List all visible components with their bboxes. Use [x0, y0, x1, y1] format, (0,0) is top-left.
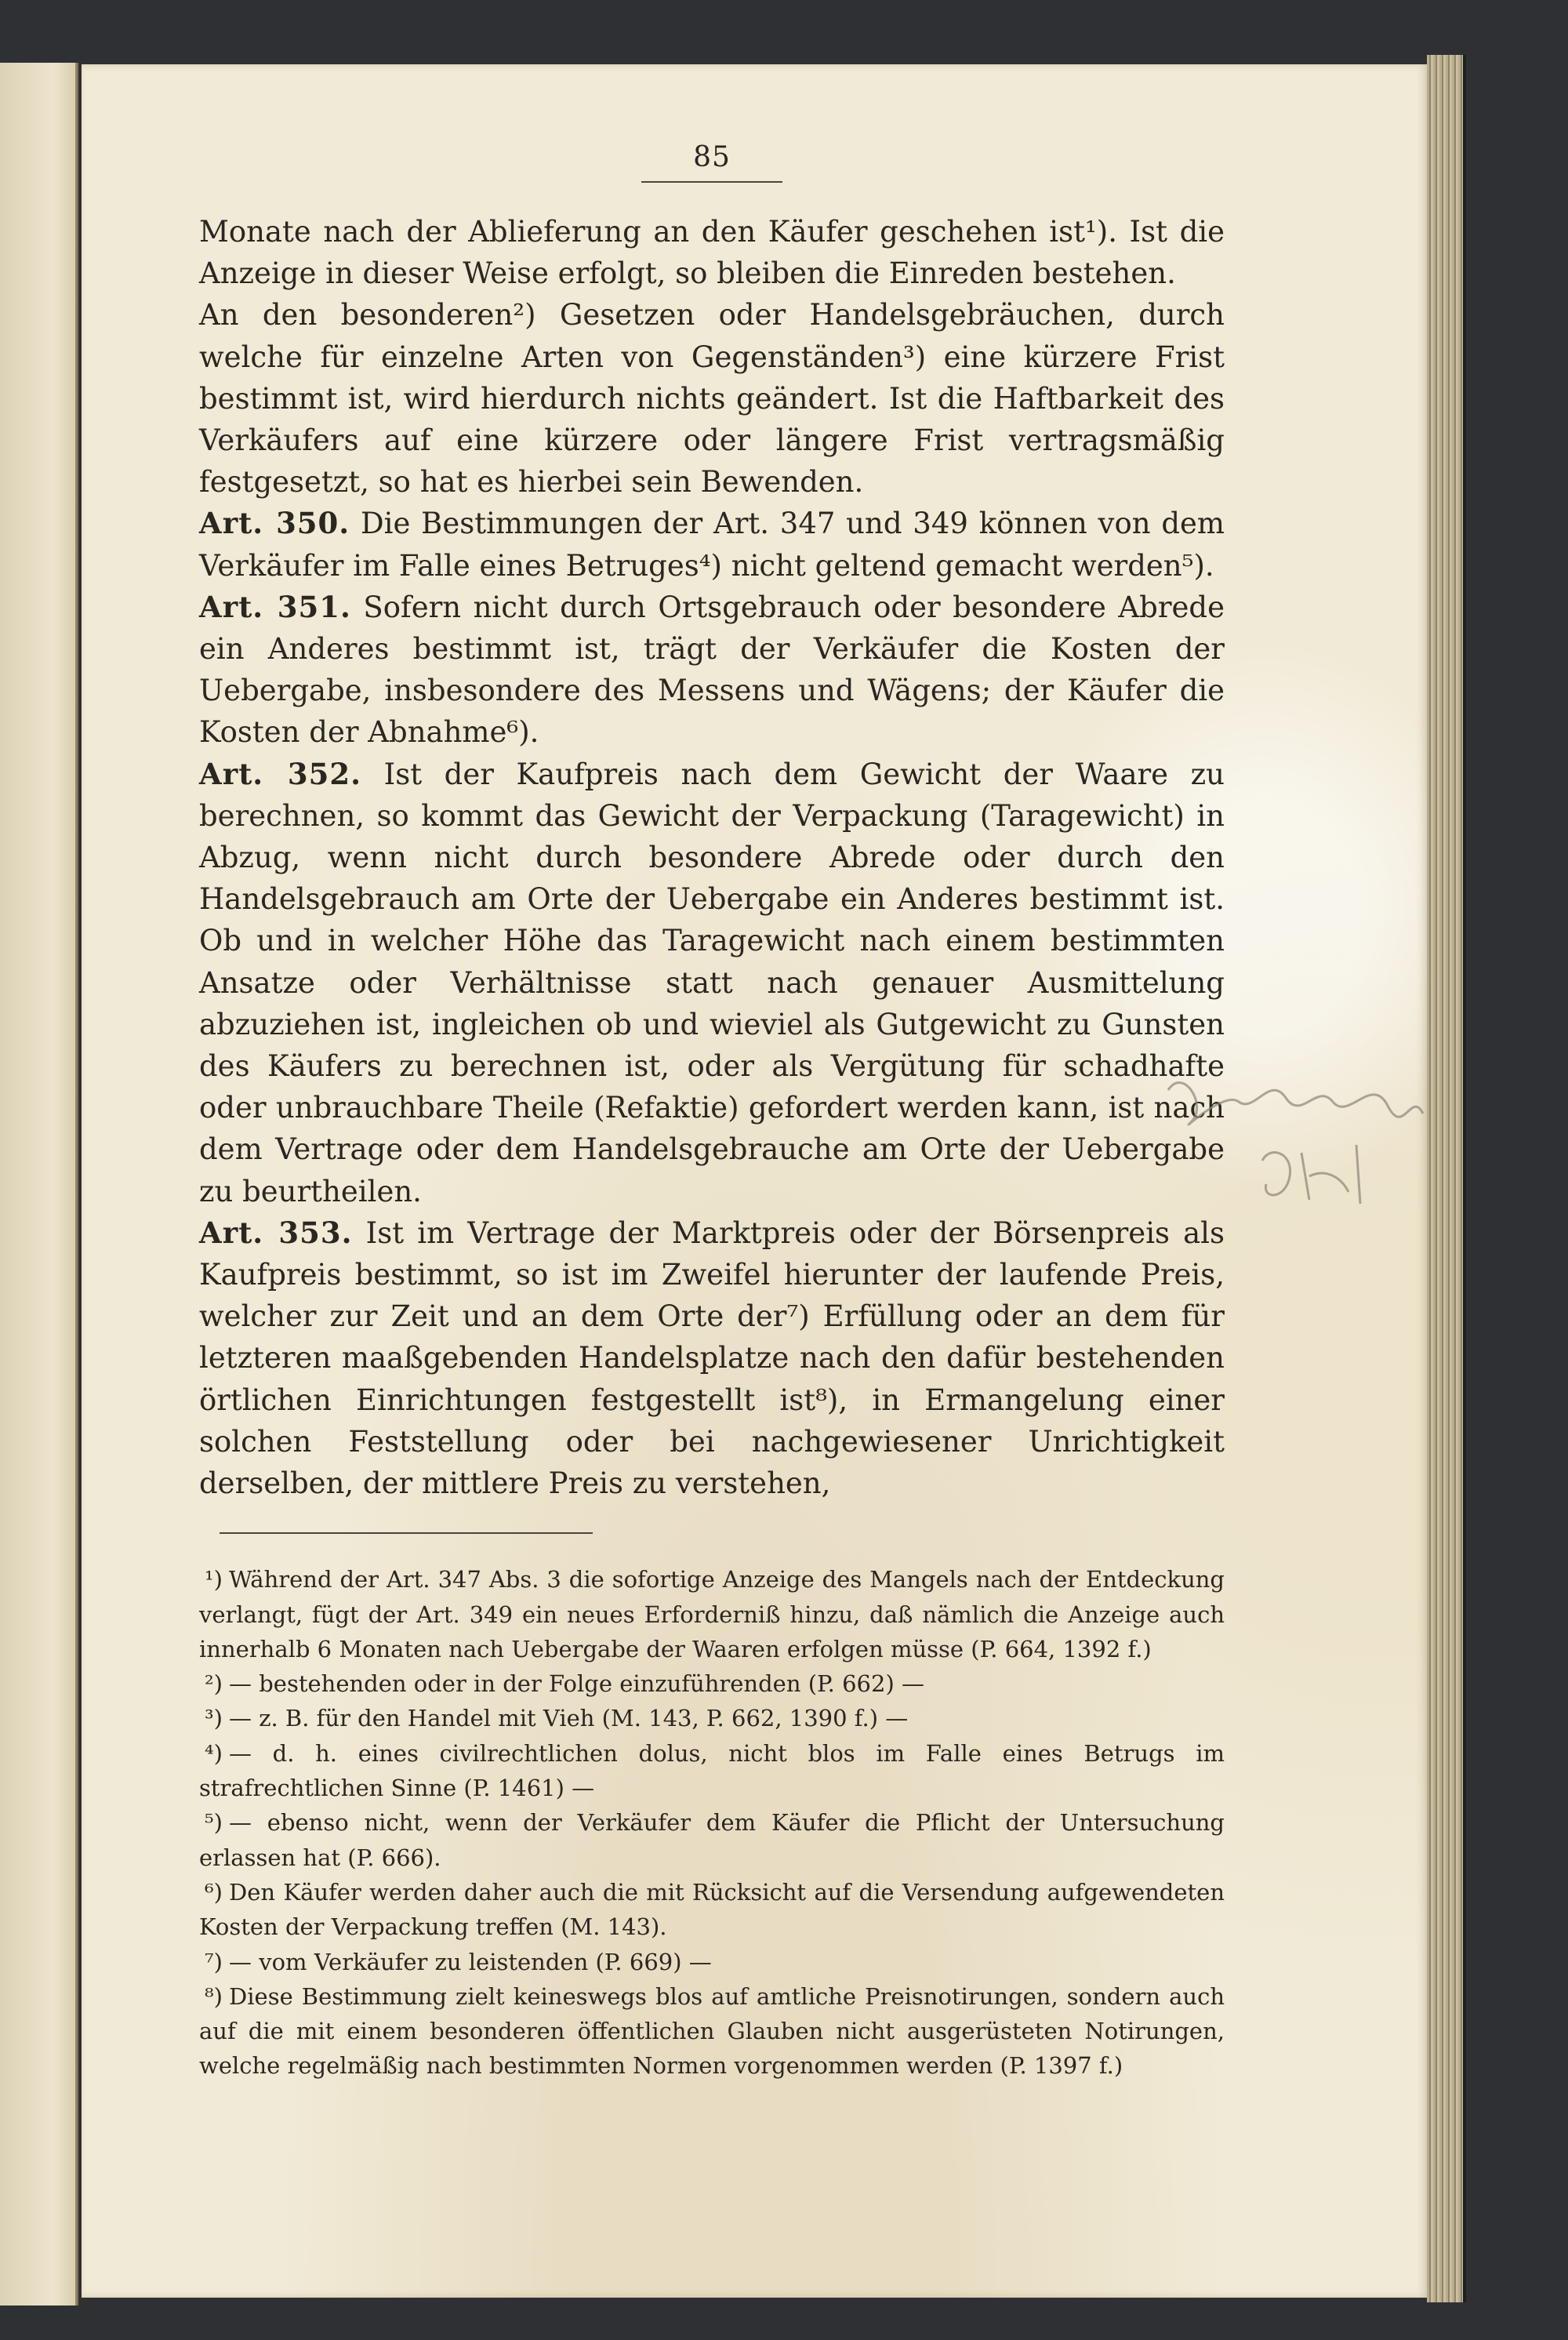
footnote-text: — z. B. für den Handel mit Vieh (M. 143, P. 662, 1390 f.) —: [229, 1705, 909, 1732]
footnote-text: — ebenso nicht, wenn der Verkäufer dem Käufer die Pflicht der Untersuchung erlassen hat (P. 666).: [199, 1809, 1225, 1871]
footnote: [199, 1979, 1225, 2084]
page-content: [199, 141, 1225, 2084]
footnotes: [199, 1562, 1225, 2083]
footnote-text: — vom Verkäufer zu leistenden (P. 669) —: [229, 1948, 712, 1975]
page-number-rule: [641, 181, 782, 183]
footnote: [199, 1736, 1225, 1806]
footnote-mark: ⁷): [205, 1948, 223, 1975]
paragraph: [199, 1212, 1225, 1504]
footnote: [199, 1805, 1225, 1875]
pencil-annotation: [1152, 1059, 1435, 1239]
footnote-mark: ²): [205, 1670, 223, 1698]
paragraph: [199, 754, 1225, 1212]
page-number: 85: [693, 141, 731, 173]
footnote-text: — bestehenden oder in der Folge einzuführenden (P. 662) —: [229, 1670, 924, 1698]
paragraph-text: Monate nach der Ablieferung an den Käufer geschehen ist¹). Ist die Anzeige in dieser Weise erfolgt, so bleiben die Einreden bestehen.: [199, 215, 1225, 291]
footnote-mark: ⁴): [205, 1739, 223, 1767]
footnote: [199, 1562, 1225, 1666]
footnote: [199, 1701, 1225, 1735]
paragraph: [199, 294, 1225, 503]
article-heading: Art. 352.: [199, 756, 362, 791]
body-text: [199, 211, 1225, 1504]
footnote-text: Diese Bestimmung zielt keineswegs blos auf amtliche Preisnotirungen, sondern auch auf die mit einem besonderen öffentlichen Glauben nicht ausgerüsteten Notirungen, welche regelmäßig nach bestimmten Normen vorgenommen werden (P. 1397 f.): [199, 1982, 1225, 2080]
footnote-text: — d. h. eines civilrechtlichen dolus, nicht blos im Falle eines Betrugs im strafrechtlichen Sinne (P. 1461) —: [199, 1739, 1225, 1802]
footnote-text: Den Käufer werden daher auch die mit Rücksicht auf die Versendung aufgewendeten Kosten der Verpackung treffen (M. 143).: [199, 1878, 1225, 1941]
article-heading: Art. 350.: [199, 506, 350, 541]
facing-page-edge: [0, 63, 78, 2305]
article-heading: Art. 353.: [199, 1215, 353, 1250]
footnote: [199, 1666, 1225, 1701]
footnote-text: Während der Art. 347 Abs. 3 die sofortige Anzeige des Mangels nach der Entdeckung verlangt, fügt der Art. 349 ein neues Erforderniß hinzu, daß nämlich die Anzeige auch innerhalb 6 Monaten nach Uebergabe der Waaren erfolgen müsse (P. 664, 1392 f.): [199, 1566, 1225, 1662]
footnote: [199, 1875, 1225, 1945]
article-heading: Art. 351.: [199, 589, 351, 624]
footnote-mark: ¹): [205, 1566, 223, 1593]
paragraph-text: An den besonderen²) Gesetzen oder Handelsgebräuchen, durch welche für einzelne Arten von Gegenständen³) eine kürzere Frist bestimmt ist, wird hierdurch nichts geändert. Ist die Haftbarkeit des Verkäufers auf eine kürzere oder längere Frist vertragsmäßig festgesetzt, so hat es hierbei sein Bewenden.: [199, 298, 1225, 500]
paragraph: [199, 587, 1225, 754]
footnote: [199, 1945, 1225, 1979]
paragraph-text: Ist der Kaufpreis nach dem Gewicht der Waare zu berechnen, so kommt das Gewicht der Verpackung (Taragewicht) in Abzug, wenn nicht durch besondere Abrede oder durch den Handelsgebrauch am Orte der Uebergabe ein Anderes bestimmt ist. Ob und in welcher Höhe das Taragewicht nach einem bestimmten Ansatze oder Verhältnisse statt nach genauer Ausmittelung abzuziehen ist, ingleichen ob und wieviel als Gutgewicht zu Gunsten des Käufers zu berechnen ist, oder als Vergütung für schadhafte oder unbrauchbare Theile (Refaktie) gefordert werden kann, ist nach dem Vertrage oder dem Handelsgebrauche am Orte der Uebergabe zu beurtheilen.: [199, 757, 1225, 1208]
paragraph: [199, 211, 1225, 294]
paragraph: [199, 503, 1225, 586]
paragraph-text: Ist im Vertrage der Marktpreis oder der Börsenpreis als Kaufpreis bestimmt, so ist im Zweifel hierunter der laufende Preis, welcher zur Zeit und an dem Orte der⁷) Erfüllung oder an dem für letzteren maaßgebenden Handelsplatze nach den dafür bestehenden örtlichen Einrichtungen festgestellt ist⁸), in Ermangelung einer solchen Feststellung oder bei nachgewiesener Unrichtigkeit derselben, der mittlere Preis zu verstehen,: [199, 1215, 1225, 1501]
footnote-mark: ³): [205, 1705, 223, 1732]
footnote-rule: [220, 1532, 593, 1534]
paragraph-text: Sofern nicht durch Ortsgebrauch oder besondere Abrede ein Anderes bestimmt ist, trägt der Verkäufer die Kosten der Uebergabe, insbesondere des Messens und Wägens; der Käufer die Kosten der Abnahme⁶).: [199, 590, 1225, 750]
paragraph-text: Die Bestimmungen der Art. 347 und 349 können von dem Verkäufer im Falle eines Betruges⁴) nicht geltend gemacht werden⁵).: [199, 507, 1225, 583]
footnote-mark: ⁶): [205, 1878, 223, 1906]
footnote-mark: ⁵): [205, 1809, 223, 1837]
footnote-mark: ⁸): [205, 1982, 223, 2010]
